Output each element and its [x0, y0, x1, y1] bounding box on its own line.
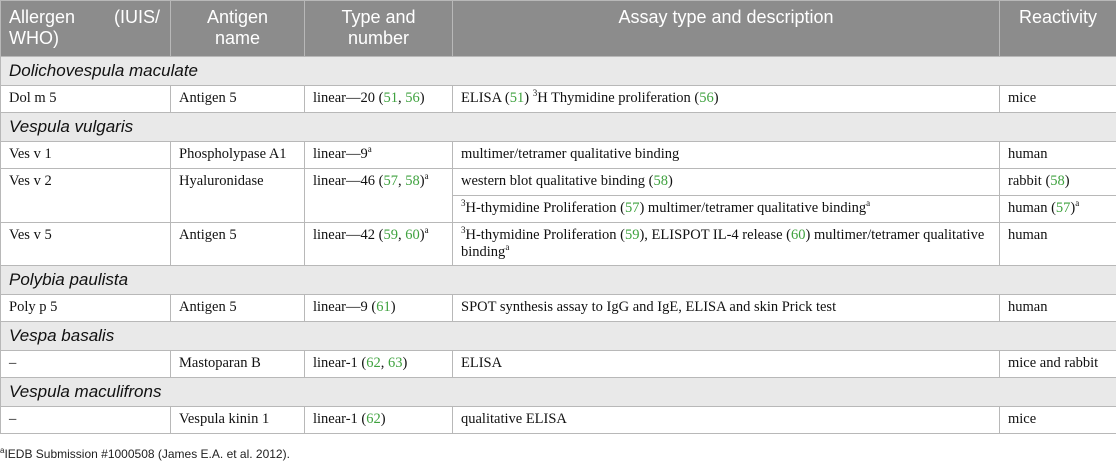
group-row: [1, 266, 1116, 295]
table-row: [1, 407, 1116, 434]
reference-link[interactable]: 59: [383, 227, 398, 243]
antigen-cell: Vespula kinin 1: [171, 407, 305, 434]
group-row: [1, 378, 1116, 407]
assay-cell: qualitative ELISA: [453, 407, 1000, 434]
group-label: Vespula vulgaris: [1, 113, 1116, 142]
reference-link[interactable]: 62: [366, 411, 381, 427]
type-cell: linear—9 (61): [305, 295, 453, 322]
assay-cell: western blot qualitative binding (58): [453, 169, 1000, 196]
type-cell: linear-1 (62): [305, 407, 453, 434]
reactivity-cell: human: [1000, 223, 1116, 266]
type-cell: linear—46 (57, 58)$^a$: [305, 169, 453, 223]
reactivity-cell: mice: [1000, 407, 1116, 434]
allergen-cell: –: [1, 351, 171, 378]
allergen-cell: Ves v 5: [1, 223, 171, 266]
antigen-cell: Hyaluronidase: [171, 169, 305, 223]
antigen-cell: Antigen 5: [171, 295, 305, 322]
reference-link[interactable]: 59: [624, 227, 640, 243]
type-cell: linear—42 (59, 60)$^a$: [305, 223, 453, 266]
group-label: Vespula maculifrons: [1, 378, 1116, 407]
antigen-cell: Phospholypase A1: [171, 142, 305, 169]
reference-link[interactable]: 60: [405, 227, 420, 243]
type-cell: linear-1 (62, 63): [305, 351, 453, 378]
reference-link[interactable]: 51: [383, 90, 398, 106]
reference-link[interactable]: 56: [699, 90, 714, 106]
assay-cell: $^3$H-thymidine Proliferation (59), ELISPOT IL-4 release (60) multimer/tetramer qualitative binding$^a$: [453, 223, 1000, 266]
reference-link[interactable]: 61: [376, 299, 391, 315]
table-row: [1, 351, 1116, 378]
group-row: [1, 113, 1116, 142]
reference-link[interactable]: 58: [653, 173, 668, 189]
allergen-cell: Dol m 5: [1, 86, 171, 113]
assay-cell: ELISA (51) $^3$H Thymidine proliferation (56): [453, 86, 1000, 113]
allergen-cell: –: [1, 407, 171, 434]
table-row: [1, 142, 1116, 169]
antigen-cell: Antigen 5: [171, 223, 305, 266]
antigen-cell: Mastoparan B: [171, 351, 305, 378]
header-allergen: Allergen (IUIS/ WHO): [1, 1, 171, 57]
reference-link[interactable]: 63: [388, 355, 403, 371]
allergen-cell: Ves v 1: [1, 142, 171, 169]
header-type-number: Type and number: [305, 1, 453, 57]
assay-cell: ELISA: [453, 351, 1000, 378]
reactivity-cell: rabbit (58): [1000, 169, 1116, 196]
table-row: [1, 86, 1116, 113]
assay-cell: $^3$H-thymidine Proliferation (57) multimer/tetramer qualitative binding$^a$: [453, 196, 1000, 223]
table-row: [1, 223, 1116, 266]
table-row: [1, 169, 1116, 196]
header-assay: Assay type and description: [453, 1, 1000, 57]
reference-link[interactable]: 62: [366, 355, 381, 371]
reference-link[interactable]: 57: [1055, 200, 1071, 216]
header-row: [1, 1, 1116, 57]
assay-cell: SPOT synthesis assay to IgG and IgE, ELISA and skin Prick test: [453, 295, 1000, 322]
reactivity-cell: human $(57)^a$: [1000, 196, 1116, 223]
reactivity-cell: human: [1000, 295, 1116, 322]
reference-link[interactable]: 58: [405, 173, 420, 189]
header-antigen-name: Antigen name: [171, 1, 305, 57]
allergen-cell: Ves v 2: [1, 169, 171, 223]
reference-link[interactable]: 60: [791, 227, 806, 243]
type-cell: linear—20 (51, 56): [305, 86, 453, 113]
allergen-cell: Poly p 5: [1, 295, 171, 322]
reference-link[interactable]: 51: [509, 90, 525, 106]
header-reactivity: Reactivity: [1000, 1, 1116, 57]
reference-link[interactable]: 57: [383, 173, 398, 189]
assay-cell: multimer/tetramer qualitative binding: [453, 142, 1000, 169]
group-label: Vespa basalis: [1, 322, 1116, 351]
type-cell: linear—9$^a$: [305, 142, 453, 169]
antigen-cell: Antigen 5: [171, 86, 305, 113]
group-row: [1, 322, 1116, 351]
reference-link[interactable]: 57: [624, 200, 640, 216]
table-row: [1, 295, 1116, 322]
reactivity-cell: mice and rabbit: [1000, 351, 1116, 378]
table-footnote: $^a$IEDB Submission #1000508 (James E.A. et al. 2012).: [0, 446, 290, 461]
reactivity-cell: mice: [1000, 86, 1116, 113]
reactivity-cell: human: [1000, 142, 1116, 169]
group-label: Polybia paulista: [1, 266, 1116, 295]
reference-link[interactable]: 56: [405, 90, 420, 106]
reference-link[interactable]: 58: [1050, 173, 1065, 189]
group-row: [1, 57, 1116, 86]
group-label: Dolichovespula maculate: [1, 57, 1116, 86]
